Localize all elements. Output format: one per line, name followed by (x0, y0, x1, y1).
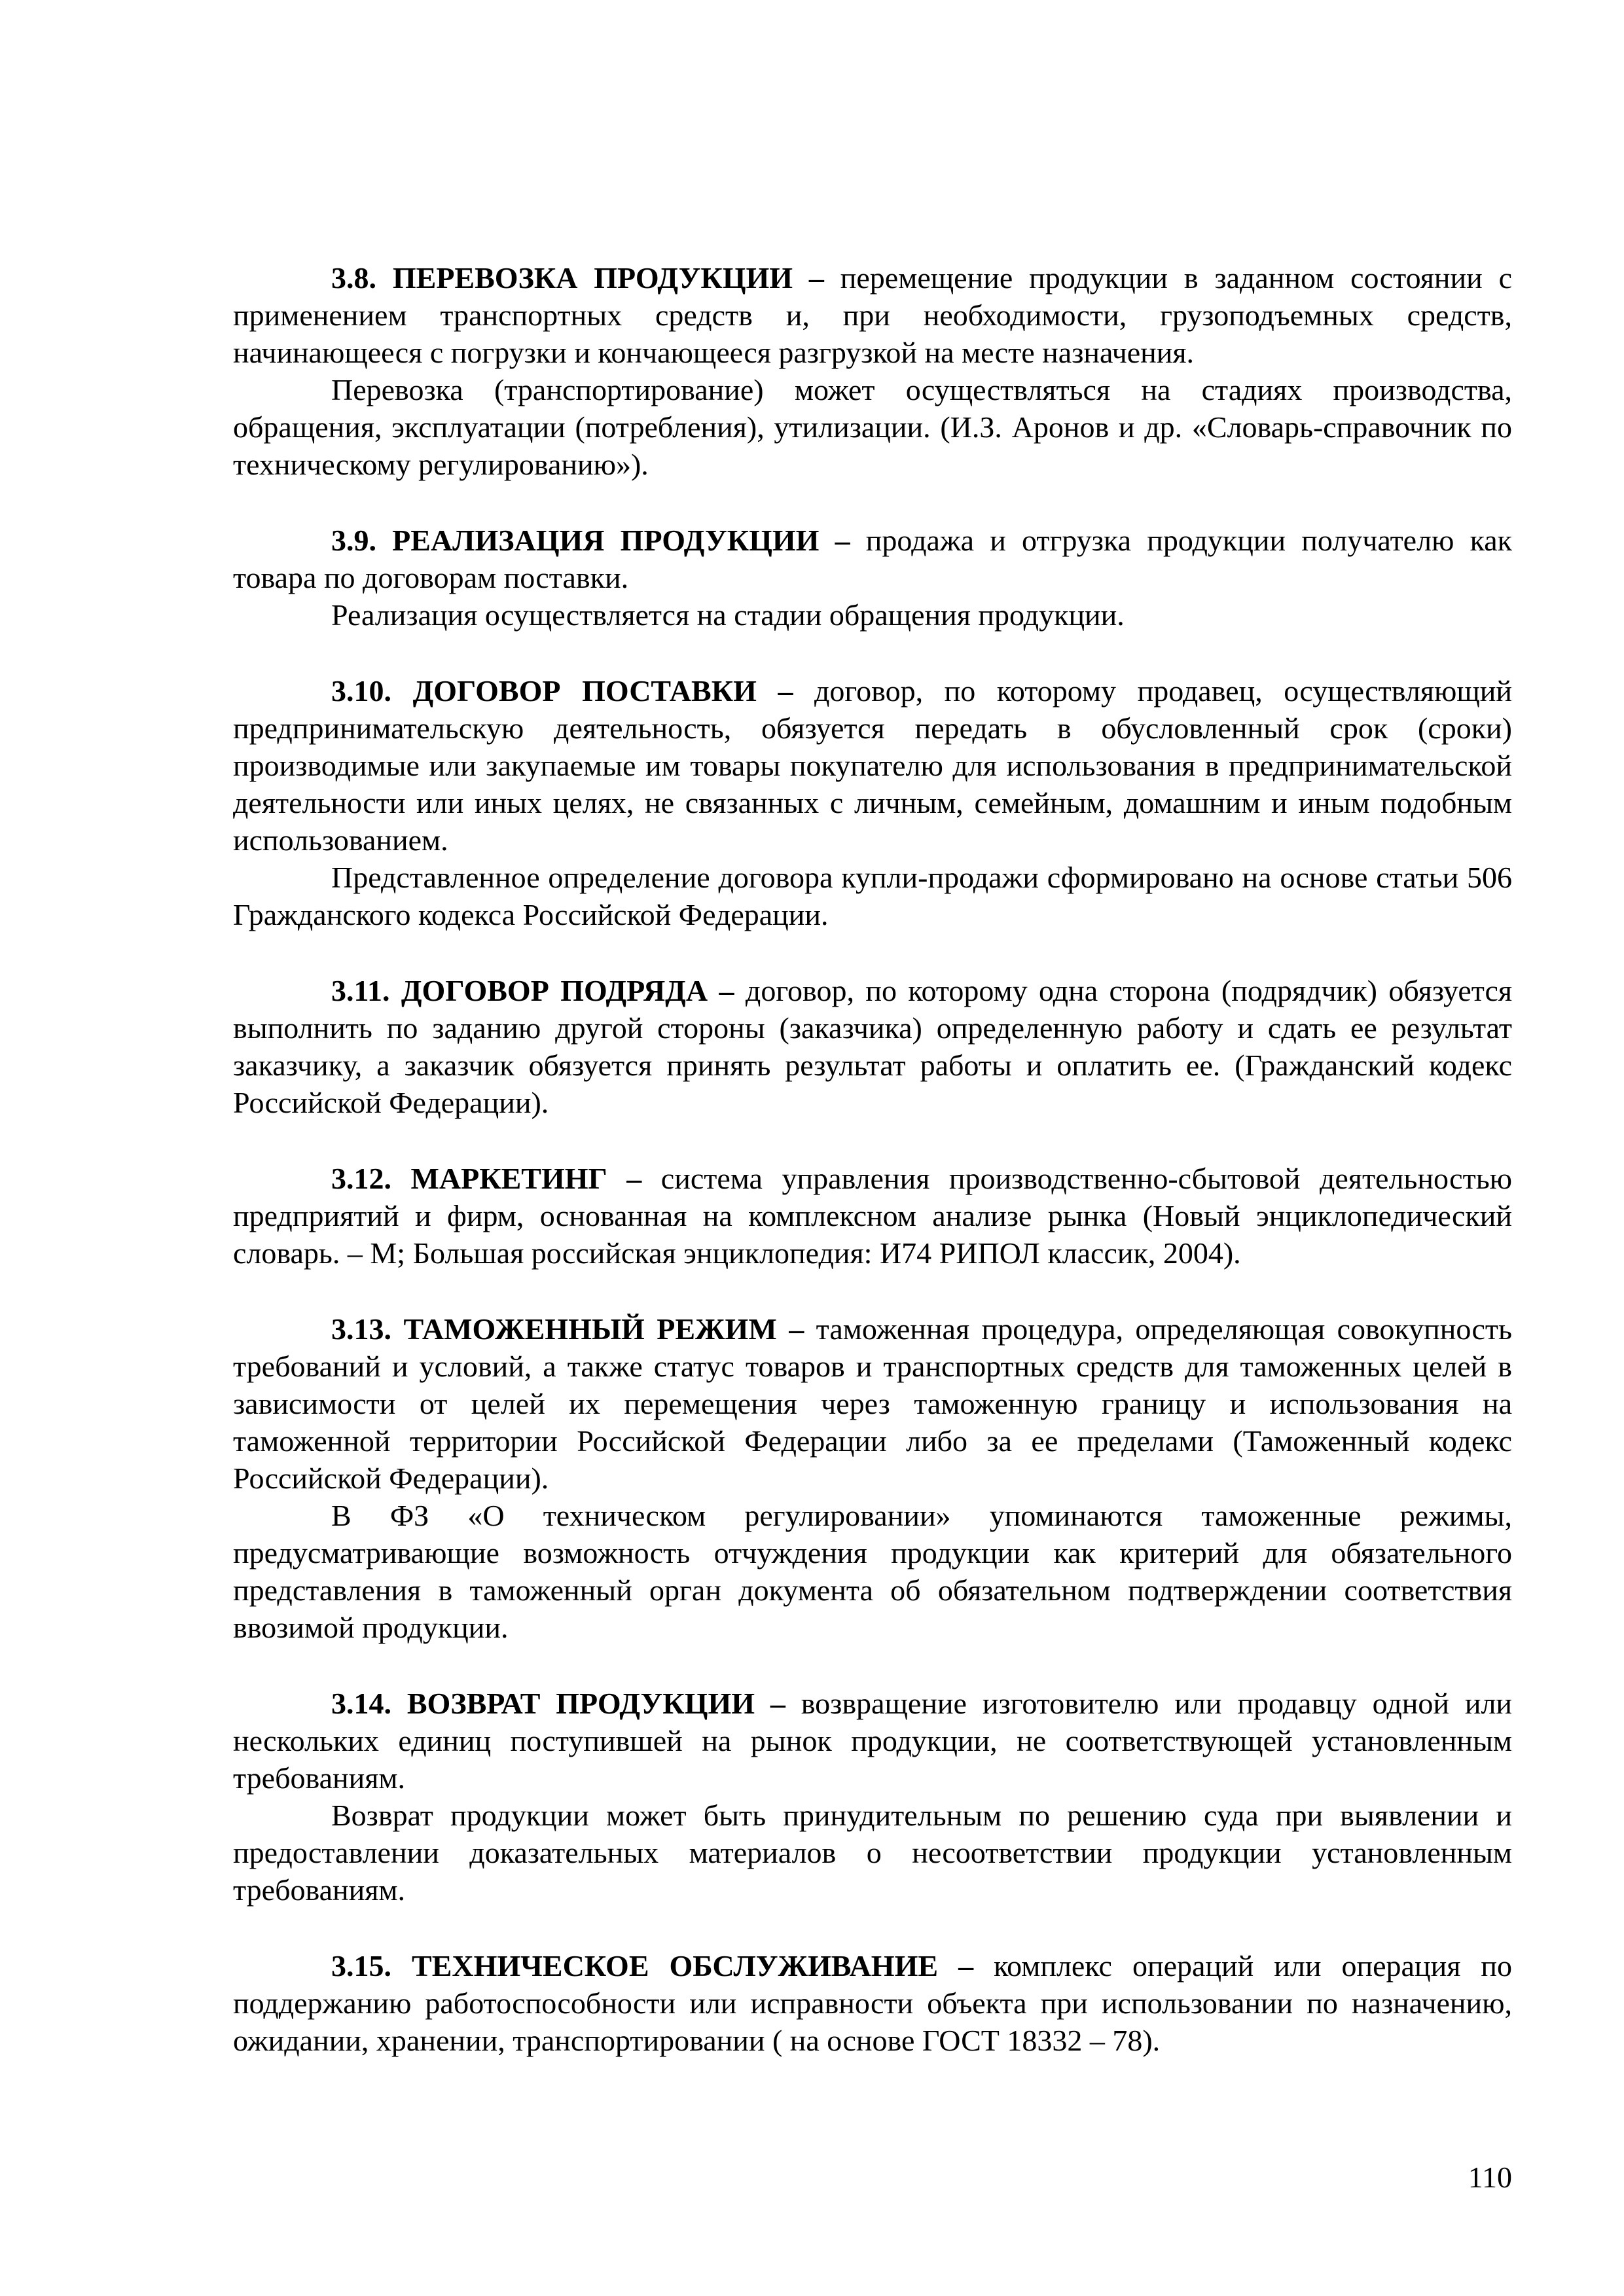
term-number: 3.10. (331, 674, 391, 708)
term-heading (331, 1949, 973, 1982)
term-definition: система управления производственно-сбытовой деятельностью предприятий и фирм, основанная на комплексном анализе рынка (Новый энциклопедический словарь. – М; Большая российская энциклопедия: И74 РИПОЛ классик, 2004). (233, 1162, 1513, 1270)
note-paragraph: Реализация осуществляется на стадии обращения продукции. (331, 598, 1125, 632)
section-3-9 (233, 522, 1512, 634)
term-heading (331, 674, 793, 708)
term-name: ТАМОЖЕННЫЙ РЕЖИМ (403, 1312, 777, 1346)
term-heading (331, 524, 850, 557)
definition-paragraph (233, 972, 1512, 1121)
term-number: 3.13. (331, 1312, 391, 1346)
term-number: 3.11. (331, 974, 390, 1007)
page-number: 110 (1468, 2161, 1512, 2194)
term-number: 3.12. (331, 1162, 391, 1195)
definition-paragraph (233, 672, 1512, 859)
definition-paragraph (233, 259, 1512, 371)
note-paragraph: Представленное определение договора купли-продажи сформировано на основе статьи 506 Гражданского кодекса Российской Федерации. (233, 861, 1512, 931)
term-number: 3.8. (331, 261, 376, 295)
note-paragraph: В ФЗ «О техническом регулировании» упоминаются таможенные режимы, предусматривающие возможность отчуждения продукции как критерий для обязательного представления в таможенный орган документа об обязательном подтверждении соответствия ввозимой продукции. (233, 1499, 1512, 1644)
term-heading (331, 974, 734, 1007)
term-dash: – (958, 1949, 974, 1982)
term-name: РЕАЛИЗАЦИЯ ПРОДУКЦИИ (392, 524, 820, 557)
term-heading (331, 261, 824, 295)
definition-paragraph (233, 1160, 1512, 1272)
section-3-11 (233, 972, 1512, 1121)
term-dash: – (789, 1312, 804, 1346)
definition-paragraph (233, 1310, 1512, 1497)
term-dash: – (835, 524, 850, 557)
term-name: ДОГОВОР ПОДРЯДА (401, 974, 708, 1007)
term-heading (331, 1312, 804, 1346)
term-definition: договор, по которому одна сторона (подрядчик) обязуется выполнить по заданию другой стороны (заказчика) определенную работу и сдать ее результат заказчику, а заказчик обязуется принять результат работы и оплатить ее. (Гражданский кодекс Российской Федерации). (233, 974, 1513, 1119)
glossary-content (233, 259, 1512, 2098)
term-definition: комплекс операций или операция по поддержанию работоспособности или исправности объекта при использовании по назначению, ожидании, хранении, транспортировании ( на основе ГОСТ 18332 – 78). (233, 1949, 1513, 2057)
term-name: ДОГОВОР ПОСТАВКИ (412, 674, 757, 708)
term-definition: таможенная процедура, определяющая совокупность требований и условий, а также статус товаров и транспортных средств для таможенных целей в зависимости от целей их перемещения через таможенную границу и использования на таможенной территории Российской Федерации либо за ее пределами (Таможенный кодекс Российской Федерации). (233, 1312, 1512, 1495)
definition-paragraph (233, 1947, 1512, 2059)
term-number: 3.15. (331, 1949, 391, 1982)
term-number: 3.9. (331, 524, 376, 557)
term-name: ТЕХНИЧЕСКОЕ ОБСЛУЖИВАНИЕ (412, 1949, 939, 1982)
section-3-15 (233, 1947, 1512, 2059)
term-name: ВОЗВРАТ ПРОДУКЦИИ (406, 1687, 755, 1720)
section-3-14 (233, 1685, 1512, 1909)
term-dash: – (778, 674, 793, 708)
term-definition: возвращение изготовителю или продавцу одной или нескольких единиц поступившей на рынок продукции, не соответствующей установленным требованиям. (233, 1687, 1513, 1795)
definition-paragraph (233, 522, 1512, 596)
term-definition: перемещение продукции в заданном состоянии с применением транспортных средств и, при необходимости, грузоподъемных средств, начинающееся с погрузки и кончающееся разгрузкой на месте назначения. (233, 261, 1513, 369)
term-dash: – (808, 261, 824, 295)
term-dash: – (626, 1162, 642, 1195)
term-definition: договор, по которому продавец, осуществляющий предпринимательскую деятельность, обязуется передать в обусловленный срок (сроки) производимые или закупаемые им товары покупателю для использования в предпринимательской деятельности или иных целях, не связанных с личным, семейным, домашним и иным подобным использованием. (233, 674, 1512, 857)
section-3-8 (233, 259, 1512, 483)
section-3-10 (233, 672, 1512, 933)
term-name: ПЕРЕВОЗКА ПРОДУКЦИИ (392, 261, 793, 295)
section-3-13 (233, 1310, 1512, 1646)
term-heading (331, 1687, 785, 1720)
term-number: 3.14. (331, 1687, 391, 1720)
term-dash: – (719, 974, 734, 1007)
note-paragraph: Возврат продукции может быть принудительным по решению суда при выявлении и предоставлении доказательных материалов о несоответствии продукции установленным требованиям. (233, 1799, 1512, 1907)
term-name: МАРКЕТИНГ (410, 1162, 607, 1195)
definition-paragraph (233, 1685, 1512, 1797)
term-definition: продажа и отгрузка продукции получателю как товара по договорам поставки. (233, 524, 1513, 594)
term-heading (331, 1162, 641, 1195)
term-dash: – (770, 1687, 785, 1720)
section-3-12 (233, 1160, 1512, 1272)
note-paragraph: Перевозка (транспортирование) может осуществляться на стадиях производства, обращения, эксплуатации (потребления), утилизации. (И.З. Аронов и др. «Словарь-справочник по техническому регулированию»). (233, 373, 1512, 481)
